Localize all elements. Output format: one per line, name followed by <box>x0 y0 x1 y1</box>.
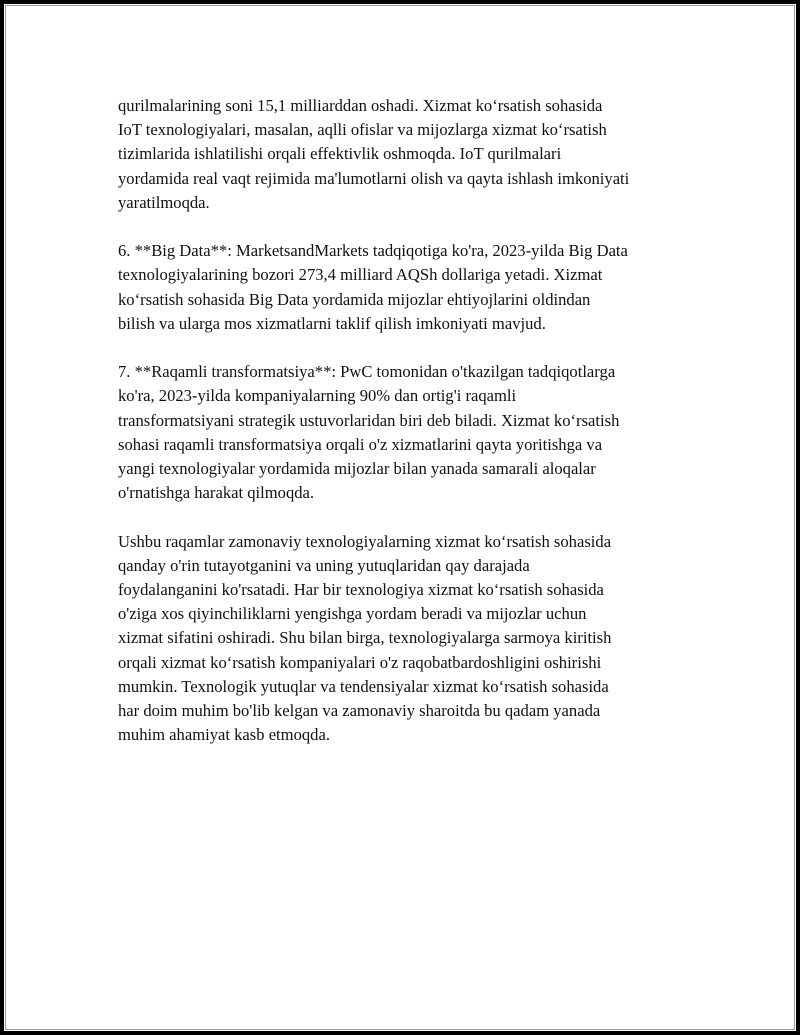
text-line: o'rnatishga harakat qilmoqda. <box>118 483 315 503</box>
paragraph-digital-transformation <box>118 360 708 505</box>
text-line: texnologiyalarining bozori 273,4 milliard AQSh dollariga yetadi. Xizmat <box>118 265 603 285</box>
text-line: 7. **Raqamli transformatsiya**: PwC tomonidan o'tkazilgan tadqiqotlarga <box>118 362 616 382</box>
text-line: ko'ra, 2023-yilda kompaniyalarning 90% dan ortig'i raqamli <box>118 386 517 406</box>
text-line: muhim ahamiyat kasb etmoqda. <box>118 725 330 745</box>
text-line: yordamida real vaqt rejimida ma'lumotlarni olish va qayta ishlash imkoniyati <box>118 168 630 188</box>
text-line: foydalanganini ko'rsatadi. Har bir texnologiya xizmat ko‘rsatish sohasida <box>118 580 604 600</box>
paragraph-iot-continued <box>118 94 708 215</box>
text-line: qanday o'rin tutayotganini va uning yutuqlaridan qay darajada <box>118 555 530 575</box>
text-line: Ushbu raqamlar zamonaviy texnologiyalarning xizmat ko‘rsatish sohasida <box>118 531 612 551</box>
text-line: ko‘rsatish sohasida Big Data yordamida mijozlar ehtiyojlarini oldindan <box>118 289 591 309</box>
text-line: IoT texnologiyalari, masalan, aqlli ofislar va mijozlarga xizmat ko‘rsatish <box>118 120 607 140</box>
text-line: 6. **Big Data**: MarketsandMarkets tadqiqotiga ko'ra, 2023-yilda Big Data <box>118 241 628 261</box>
paragraph-big-data <box>118 239 708 336</box>
text-line: orqali xizmat ko‘rsatish kompaniyalari o'z raqobatbardoshligini oshirishi <box>118 652 602 672</box>
document-body <box>118 94 708 772</box>
text-line: har doim muhim bo'lib kelgan va zamonaviy sharoitda bu qadam yanada <box>118 701 601 721</box>
text-line: qurilmalarining soni 15,1 milliarddan oshadi. Xizmat ko‘rsatish sohasida <box>118 96 603 115</box>
text-line: sohasi raqamli transformatsiya orqali o'z xizmatlarini qayta yoritishga va <box>118 434 603 454</box>
text-line: transformatsiyani strategik ustuvorlaridan biri deb biladi. Xizmat ko‘rsatish <box>118 410 620 430</box>
text-line: yaratilmoqda. <box>118 192 210 212</box>
text-line: yangi texnologiyalar yordamida mijozlar bilan yanada samarali aloqalar <box>118 459 596 479</box>
text-line: mumkin. Texnologik yutuqlar va tendensiyalar xizmat ko‘rsatish sohasida <box>118 676 609 696</box>
text-line: o'ziga xos qiyinchiliklarni yengishga yordam beradi va mijozlar uchun <box>118 604 587 624</box>
text-line: xizmat sifatini oshiradi. Shu bilan birga, texnologiyalarga sarmoya kiritish <box>118 628 612 648</box>
text-line: bilish va ularga mos xizmatlarni taklif qilish imkoniyati mavjud. <box>118 313 546 333</box>
paragraph-conclusion <box>118 530 708 748</box>
text-line: tizimlarida ishlatilishi orqali effektivlik oshmoqda. IoT qurilmalari <box>118 144 562 164</box>
